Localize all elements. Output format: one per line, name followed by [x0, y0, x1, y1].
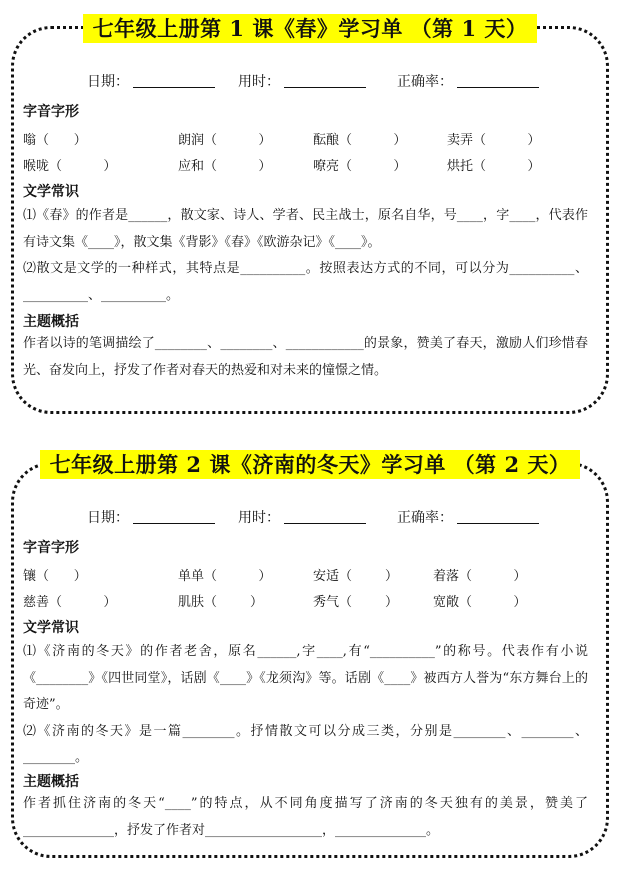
pron-item[interactable]: 秀气（ ） — [313, 595, 399, 610]
pron-item[interactable]: 单单（ ） — [178, 569, 272, 584]
pron-row — [23, 591, 597, 611]
section-theme: 主题概括 — [23, 774, 79, 790]
section-pronunciation: 字音字形 — [23, 540, 79, 556]
section-theme: 主题概括 — [23, 314, 79, 330]
section-literature: 文学常识 — [23, 184, 79, 200]
pron-item[interactable]: 肌肤（ ） — [178, 595, 264, 610]
date-field[interactable]: 日期： — [87, 507, 215, 527]
literature-text[interactable]: ⑴《春》的作者是______，散文家、诗人、学者、民主战士，原名自华，号____，字____，代表作有诗文集《____》，散文集《背影》《春》《欧游杂记》《____》。 ⑵散文是文学的一种样式，其特点是__________。按照表达方式的不同，可以分为__________、__________、__________。 — [23, 208, 588, 303]
pron-row — [23, 565, 597, 585]
pron-item[interactable]: 应和（ ） — [178, 159, 272, 174]
pron-item[interactable]: 慈善（ ） — [23, 595, 117, 610]
date-field[interactable]: 日期： — [87, 71, 215, 91]
pron-item[interactable]: 喉咙（ ） — [23, 159, 117, 174]
pron-row — [23, 155, 597, 175]
theme-text[interactable]: 作者以诗的笔调描绘了________、________、____________的景象，赞美了春天，激励人们珍惜春光、奋发向上，抒发了作者对春天的热爱和对未来的憧憬之情。 — [23, 336, 588, 378]
lesson-title: 七年级上册第 2 课《济南的冬天》学习单 （第 2 天） — [28, 449, 592, 479]
pron-item[interactable]: 朗润（ ） — [178, 133, 272, 148]
pron-row — [23, 129, 597, 149]
lesson-card-2 — [11, 452, 609, 858]
pron-item[interactable]: 嘹亮（ ） — [313, 159, 407, 174]
section-literature: 文学常识 — [23, 620, 79, 636]
accuracy-field[interactable]: 正确率： — [397, 507, 539, 527]
time-field[interactable]: 用时： — [238, 71, 366, 91]
pron-item[interactable]: 卖弄（ ） — [447, 133, 541, 148]
time-field[interactable]: 用时： — [238, 507, 366, 527]
pron-item[interactable]: 烘托（ ） — [447, 159, 541, 174]
lesson-title: 七年级上册第 1 课《春》学习单 （第 1 天） — [54, 13, 566, 43]
lesson-card-1 — [11, 16, 609, 414]
theme-text[interactable]: 作者抓住济南的冬天“____”的特点，从不同角度描写了济南的冬天独有的美景，赞美了______________，抒发了作者对__________________，______________。 — [23, 796, 588, 838]
pron-item[interactable]: 安适（ ） — [313, 569, 399, 584]
literature-text[interactable]: ⑴《济南的冬天》的作者老舍，原名______,字____,有“__________”的称号。代表作有小说《________》《四世同堂》，话剧《____》《龙须沟》等。话剧《____》被西方人誉为“东方舞台上的奇迹”。 ⑵《济南的冬天》是一篇________。抒情散文可以分成三类，分别是________、________、________。 — [23, 644, 588, 765]
pron-item[interactable]: 镶（ ） — [23, 569, 87, 584]
accuracy-field[interactable]: 正确率： — [397, 71, 539, 91]
pron-item[interactable]: 宽敞（ ） — [433, 595, 527, 610]
pron-item[interactable]: 着落（ ） — [433, 569, 527, 584]
pron-item[interactable]: 嗡（ ） — [23, 133, 87, 148]
pron-item[interactable]: 酝酿（ ） — [313, 133, 407, 148]
section-pronunciation: 字音字形 — [23, 104, 79, 120]
